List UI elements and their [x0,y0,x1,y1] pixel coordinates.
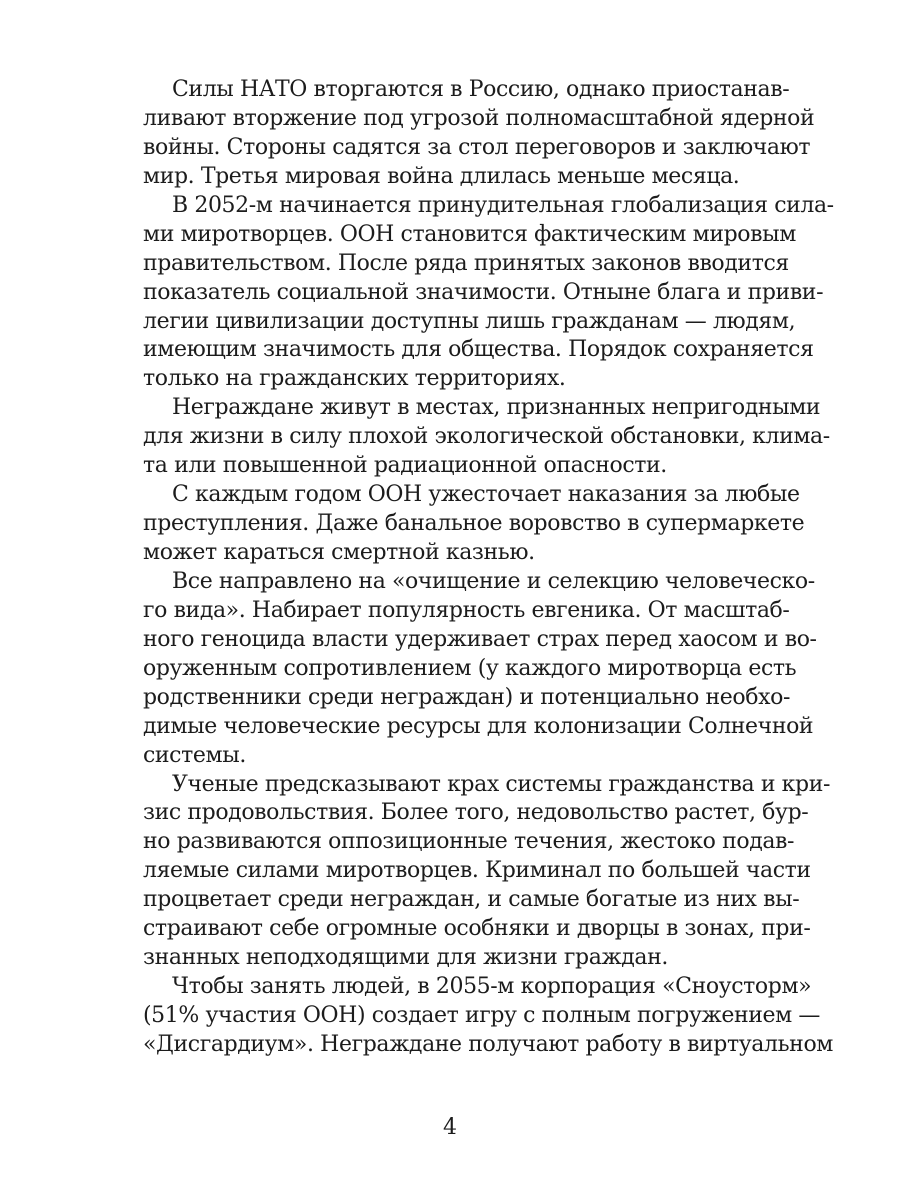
text-line: мир. Третья мировая война длилась меньше месяца. [143,163,740,189]
text-line: В 2052-м начинается принудительная глобализация сила- [172,192,834,218]
text-line: легии цивилизации доступны лишь гражданам — людям, [143,308,796,334]
text-line: димые человеческие ресурсы для колонизации Солнечной [143,713,814,739]
text-line: процветает среди неграждан, и самые богатые из них вы- [143,887,800,913]
text-line: та или повышенной радиационной опасности. [143,453,667,479]
text-line: ного геноцида власти удерживает страх перед хаосом и во- [143,626,817,652]
text-line: системы. [143,742,246,768]
text-line: Неграждане живут в местах, признанных непригодными [172,395,821,421]
body-text [143,76,834,1060]
text-line: правительством. После ряда принятых законов вводится [143,250,789,276]
text-line: Чтобы занять людей, в 2055-м корпорация «Сноусторм» [172,974,812,1000]
text-line: показатель социальной значимости. Отныне блага и приви- [143,279,824,305]
page-number: 4 [443,1115,457,1140]
paragraph-6 [143,771,830,974]
text-line: страивают себе огромные особняки и дворцы в зонах, при- [143,916,811,942]
text-line: Ученые предсказывают крах системы гражданства и кри- [172,771,830,797]
text-line: «Дисгардиум». Неграждане получают работу в виртуальном [143,1031,833,1057]
text-line: родственники среди неграждан) и потенциально необхо- [143,684,790,710]
paragraph-2 [143,192,834,395]
text-line: ми миротворцев. ООН становится фактическим мировым [143,221,796,247]
text-line: преступления. Даже банальное воровство в супермаркете [143,511,805,537]
text-line: может караться смертной казнью. [143,540,535,565]
text-line: имеющим значимость для общества. Порядок сохраняется [143,337,814,363]
text-line: но развиваются оппозиционные течения, жестоко подав- [143,829,795,855]
paragraph-3 [143,394,830,481]
text-line: зис продовольствия. Более того, недовольство растет, бур- [143,800,809,826]
text-line: знанных неподходящими для жизни граждан. [143,945,669,971]
text-line: (51% участия ООН) создает игру с полным погружением — [143,1003,821,1028]
text-line: Силы НАТО вторгаются в Россию, однако приостанав- [172,77,790,102]
paragraph-1 [143,76,815,192]
paragraph-5 [143,568,817,771]
text-line: С каждым годом ООН ужесточает наказания за любые [172,482,800,508]
text-line: для жизни в силу плохой экологической обстановки, клима- [143,424,830,450]
paragraph-7 [143,973,833,1060]
text-line: го вида». Набирает популярность евгеника. От масштаб- [143,597,790,623]
text-line: войны. Стороны садятся за стол переговоров и заключают [143,134,811,160]
text-line: ляемые силами миротворцев. Криминал по большей части [143,858,811,884]
text-line: только на гражданских территориях. [143,366,566,392]
text-line: оруженным сопротивлением (у каждого миротворца есть [143,655,797,681]
text-line: ливают вторжение под угрозой полномасштабной ядерной [143,105,815,131]
text-line: Все направлено на «очищение и селекцию человеческо- [172,568,815,594]
paragraph-4 [143,481,805,568]
